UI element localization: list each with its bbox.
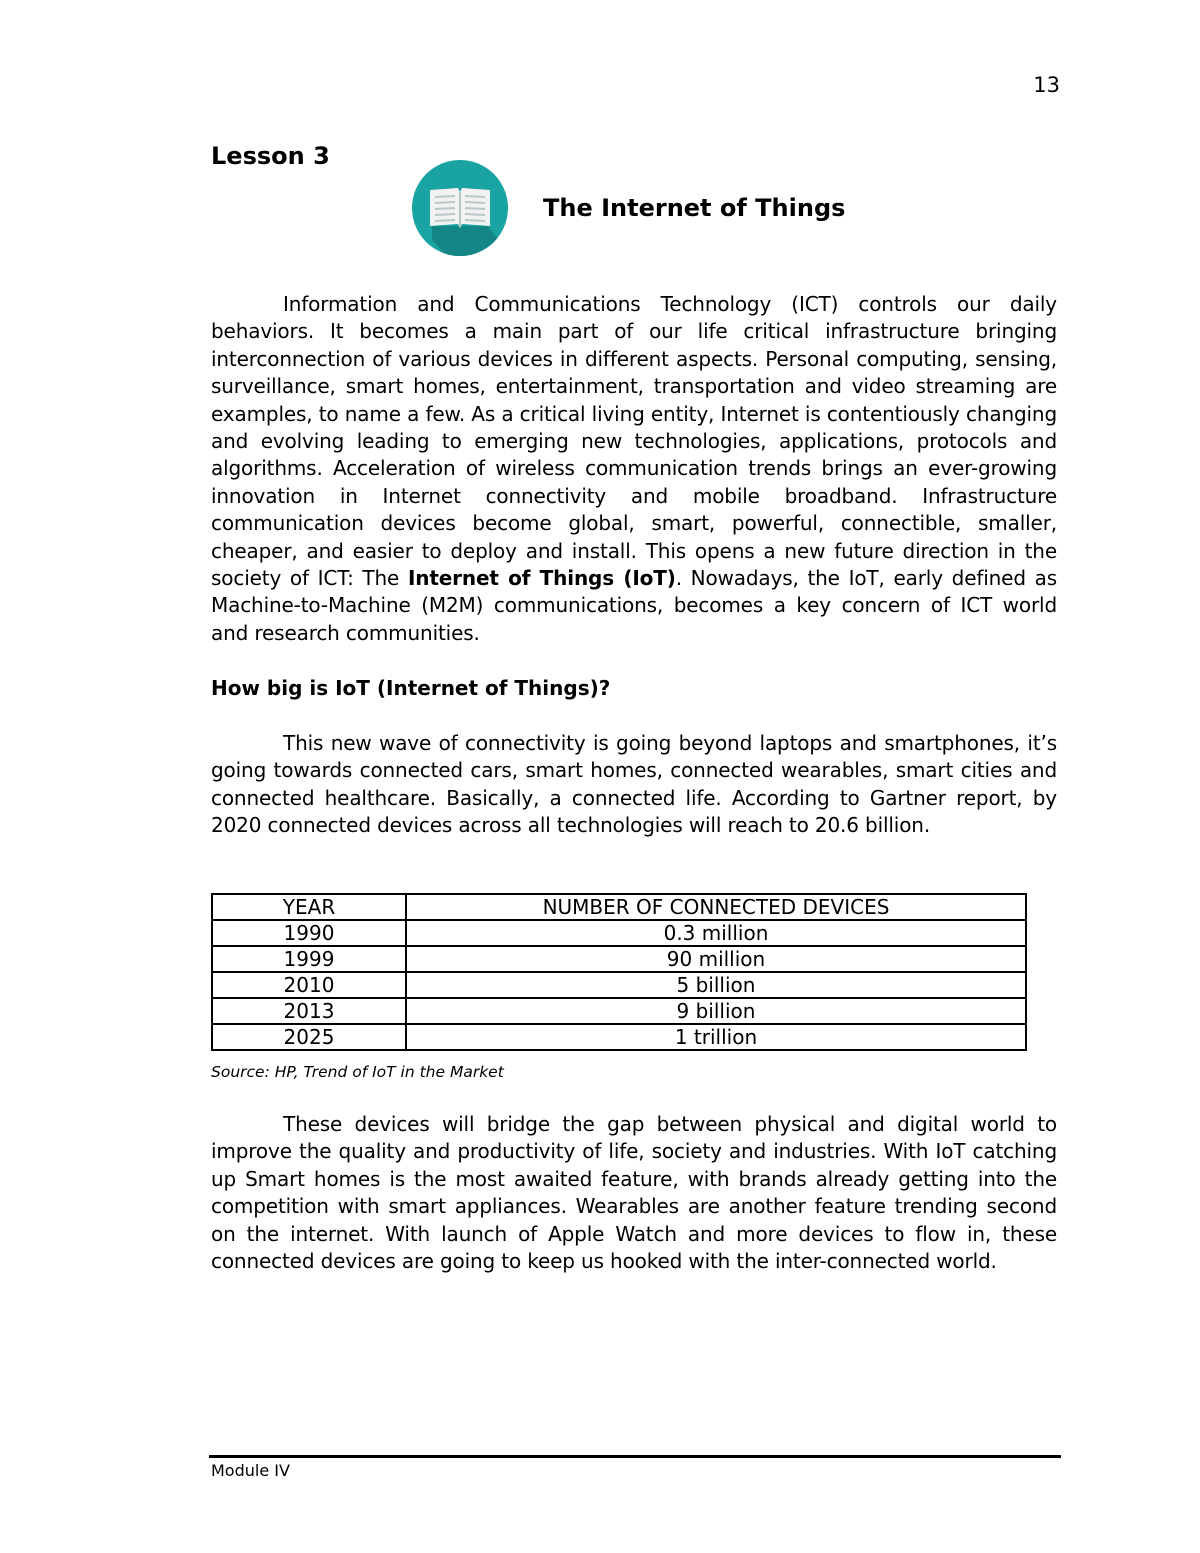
footer-divider <box>209 1455 1061 1458</box>
section-heading: How big is IoT (Internet of Things)? <box>211 676 611 700</box>
table-row <box>212 972 1026 998</box>
cell-year: 1999 <box>212 946 406 972</box>
page-number: 13 <box>1033 73 1060 97</box>
book-icon <box>410 160 510 256</box>
cell-devices: 0.3 million <box>406 920 1026 946</box>
cell-year: 2025 <box>212 1024 406 1050</box>
cell-year: 1990 <box>212 920 406 946</box>
table-row <box>212 920 1026 946</box>
devices-table <box>211 893 1027 1051</box>
paragraph-devices-text: These devices will bridge the gap between physical and digital world to improve the quality and productivity of life, society and industries. With IoT catching up Smart homes is the most awaited feature, with brands already getting into the competition with smart appliances. Wearables are another feature trending second on the internet. With launch of Apple Watch and more devices to flow in, these connected devices are going to keep us hooked with the inter-connected world. <box>211 1112 1057 1274</box>
paragraph-intro-text: Information and Communications Technology (ICT) controls our daily behaviors. It becomes a main part of our life critical infrastructure bringing interconnection of various devices in different aspects. Personal computing, sensing, surveillance, smart homes, entertainment, transportation and video streaming are examples, to name a few. As a critical living entity, Internet is contentiously changing and evolving leading to emerging new technologies, applications, protocols and algorithms. Acceleration of wireless communication trends brings an ever-growing innovation in Internet connectivity and mobile broadband. Infrastructure communication devices become global, smart, powerful, connectible, smaller, cheaper, and easier to deploy and install. This opens a new future direction in the society of ICT: The <box>211 292 1057 591</box>
cell-year: 2013 <box>212 998 406 1024</box>
cell-devices: 9 billion <box>406 998 1026 1024</box>
paragraph-intro <box>211 291 1057 647</box>
lesson-label: Lesson 3 <box>211 142 330 170</box>
paragraph-intro-bold: Internet of Things (IoT) <box>407 566 676 591</box>
table-row <box>212 1024 1026 1050</box>
header-year: YEAR <box>212 894 406 920</box>
cell-devices: 90 million <box>406 946 1026 972</box>
cell-devices: 1 trillion <box>406 1024 1026 1050</box>
table-row <box>212 998 1026 1024</box>
footer-module-label: Module IV <box>211 1461 290 1480</box>
table-header-row <box>212 894 1026 920</box>
cell-year: 2010 <box>212 972 406 998</box>
table-source-caption: Source: HP, Trend of IoT in the Market <box>211 1063 504 1081</box>
paragraph-connectivity-text: This new wave of connectivity is going beyond laptops and smartphones, it’s going towards connected cars, smart homes, connected wearables, smart cities and connected healthcare. Basically, a connected life. According to Gartner report, by 2020 connected devices across all technologies will reach to 20.6 billion. <box>211 731 1057 838</box>
cell-devices: 5 billion <box>406 972 1026 998</box>
paragraph-connectivity <box>211 730 1057 840</box>
page-title: The Internet of Things <box>543 194 846 222</box>
header-devices: NUMBER OF CONNECTED DEVICES <box>406 894 1026 920</box>
paragraph-devices <box>211 1111 1057 1275</box>
table-row <box>212 946 1026 972</box>
paragraph-intro-text-end: . Nowadays, the IoT, early defined as Machine-to-Machine (M2M) communications, becomes a key concern of ICT world and research communities. <box>211 566 1058 645</box>
